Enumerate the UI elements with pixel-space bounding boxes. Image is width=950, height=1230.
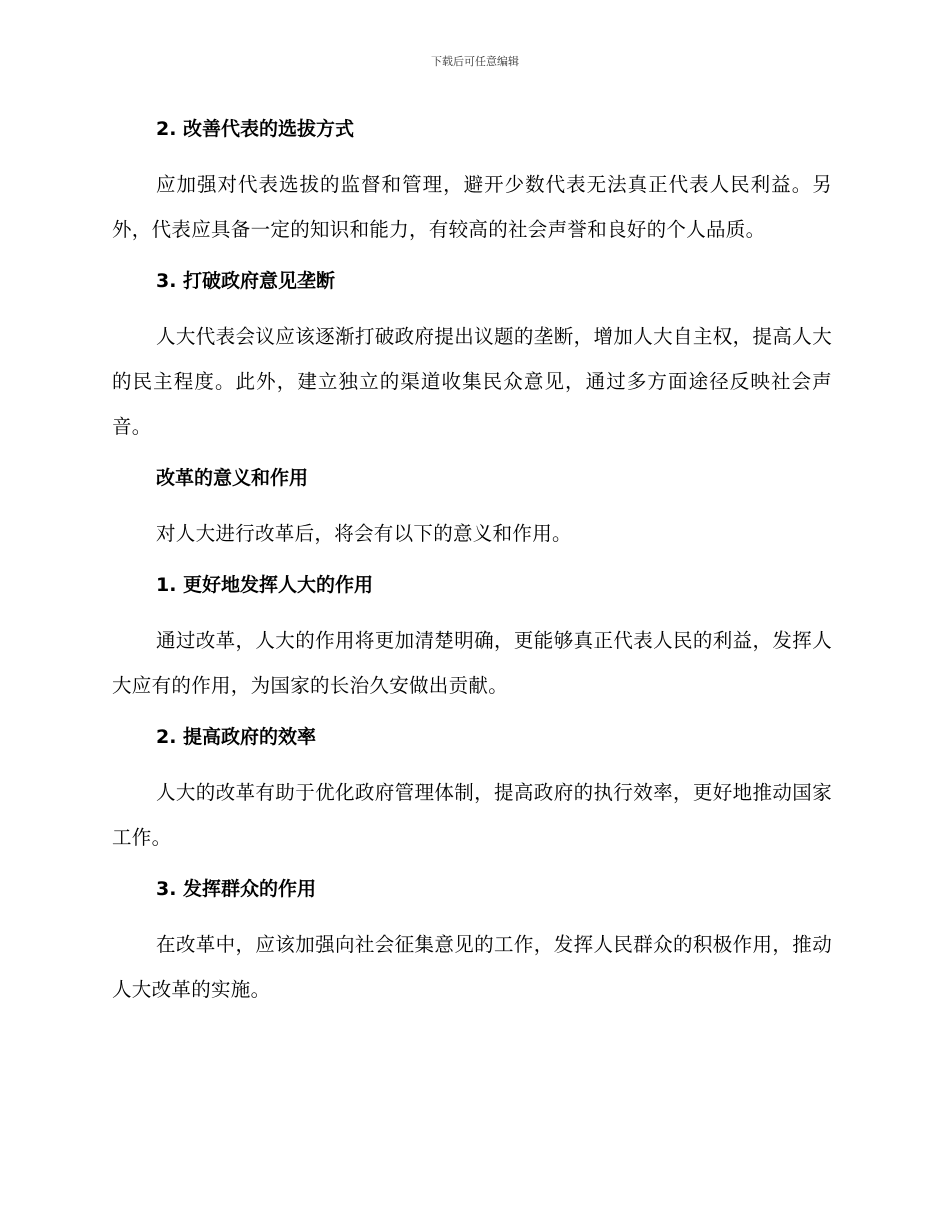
- section-heading: 3. 发挥群众的作用: [156, 878, 317, 900]
- document-body: [112, 112, 832, 1024]
- section-paragraph: 通过改革，人大的作用将更加清楚明确，更能够真正代表人民的利益，发挥人大应有的作用，为国家的长治久安做出贡献。: [112, 629, 832, 697]
- section-heading: 3. 打破政府意见垄断: [156, 270, 336, 292]
- section-paragraph: 人大代表会议应该逐渐打破政府提出议题的垄断，增加人大自主权，提高人大的民主程度。此外，建立独立的渠道收集民众意见，通过多方面途径反映社会声音。: [112, 325, 832, 438]
- section-heading: 2. 提高政府的效率: [156, 726, 317, 748]
- section-heading: 改革的意义和作用: [156, 467, 309, 489]
- section-paragraph: 人大的改革有助于优化政府管理体制，提高政府的执行效率，更好地推动国家工作。: [112, 781, 832, 849]
- page-header: 下载后可任意编辑: [431, 55, 519, 68]
- section-heading: 2. 改善代表的选拔方式: [156, 118, 355, 140]
- section-paragraph: 应加强对代表选拔的监督和管理，避开少数代表无法真正代表人民利益。另外，代表应具备一定的知识和能力，有较高的社会声誉和良好的个人品质。: [112, 173, 832, 241]
- section-heading: 1. 更好地发挥人大的作用: [156, 574, 374, 596]
- section-paragraph: 在改革中，应该加强向社会征集意见的工作，发挥人民群众的积极作用，推动人大改革的实施。: [112, 933, 832, 1001]
- section-paragraph: 对人大进行改革后，将会有以下的意义和作用。: [156, 522, 572, 545]
